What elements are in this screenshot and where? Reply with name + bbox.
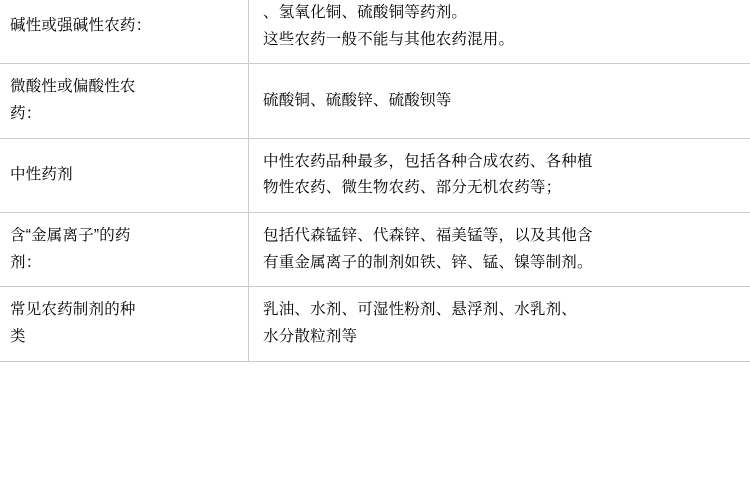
row-desc-line: 硫酸铜、硫酸锌、硫酸钡等 — [263, 91, 452, 109]
row-label-line: 剂： — [10, 253, 42, 271]
row-desc-cell — [249, 64, 750, 138]
table-row — [0, 0, 750, 64]
row-desc-line: 乳油、水剂、可湿性粉剂、悬浮剂、水乳剂、 — [263, 301, 578, 319]
row-desc-cell — [249, 0, 750, 64]
row-label-cell — [0, 287, 249, 361]
row-desc-line: 有重金属离子的制剂如铁、锌、锰、镍等制剂。 — [263, 253, 593, 271]
table-row — [0, 64, 750, 138]
row-label-line: 中性药剂 — [10, 165, 73, 183]
table-row — [0, 212, 750, 286]
row-desc-line: 水分散粒剂等 — [263, 327, 358, 345]
table-row — [0, 138, 750, 212]
row-label-cell — [0, 0, 249, 64]
row-desc-cell — [249, 212, 750, 286]
row-desc-cell — [249, 287, 750, 361]
row-desc-line: 物性农药、微生物农药、部分无机农药等； — [263, 179, 562, 197]
row-label-line: 药： — [10, 104, 42, 122]
row-desc-line: 、氢氧化铜、硫酸铜等药剂。 — [263, 4, 468, 21]
row-label-cell — [0, 64, 249, 138]
row-label-line: 碱性或强碱性农药： — [10, 17, 152, 35]
row-desc-line: 包括代森锰锌、代森锌、福美锰等，以及其他含 — [263, 226, 593, 244]
row-label-line: 类 — [10, 327, 26, 345]
row-label-line: 常见农药制剂的种 — [10, 301, 136, 319]
row-desc-line: 这些农药一般不能与其他农药混用。 — [263, 30, 515, 48]
row-desc-cell — [249, 138, 750, 212]
table-row — [0, 287, 750, 361]
row-label-line: 含“金属离子”的药 — [10, 226, 131, 244]
row-label-cell — [0, 138, 249, 212]
row-desc-line: 中性农药品种最多，包括各种合成农药、各种植 — [263, 152, 593, 170]
row-label-line: 微酸性或偏酸性农 — [10, 78, 136, 96]
row-label-cell — [0, 212, 249, 286]
